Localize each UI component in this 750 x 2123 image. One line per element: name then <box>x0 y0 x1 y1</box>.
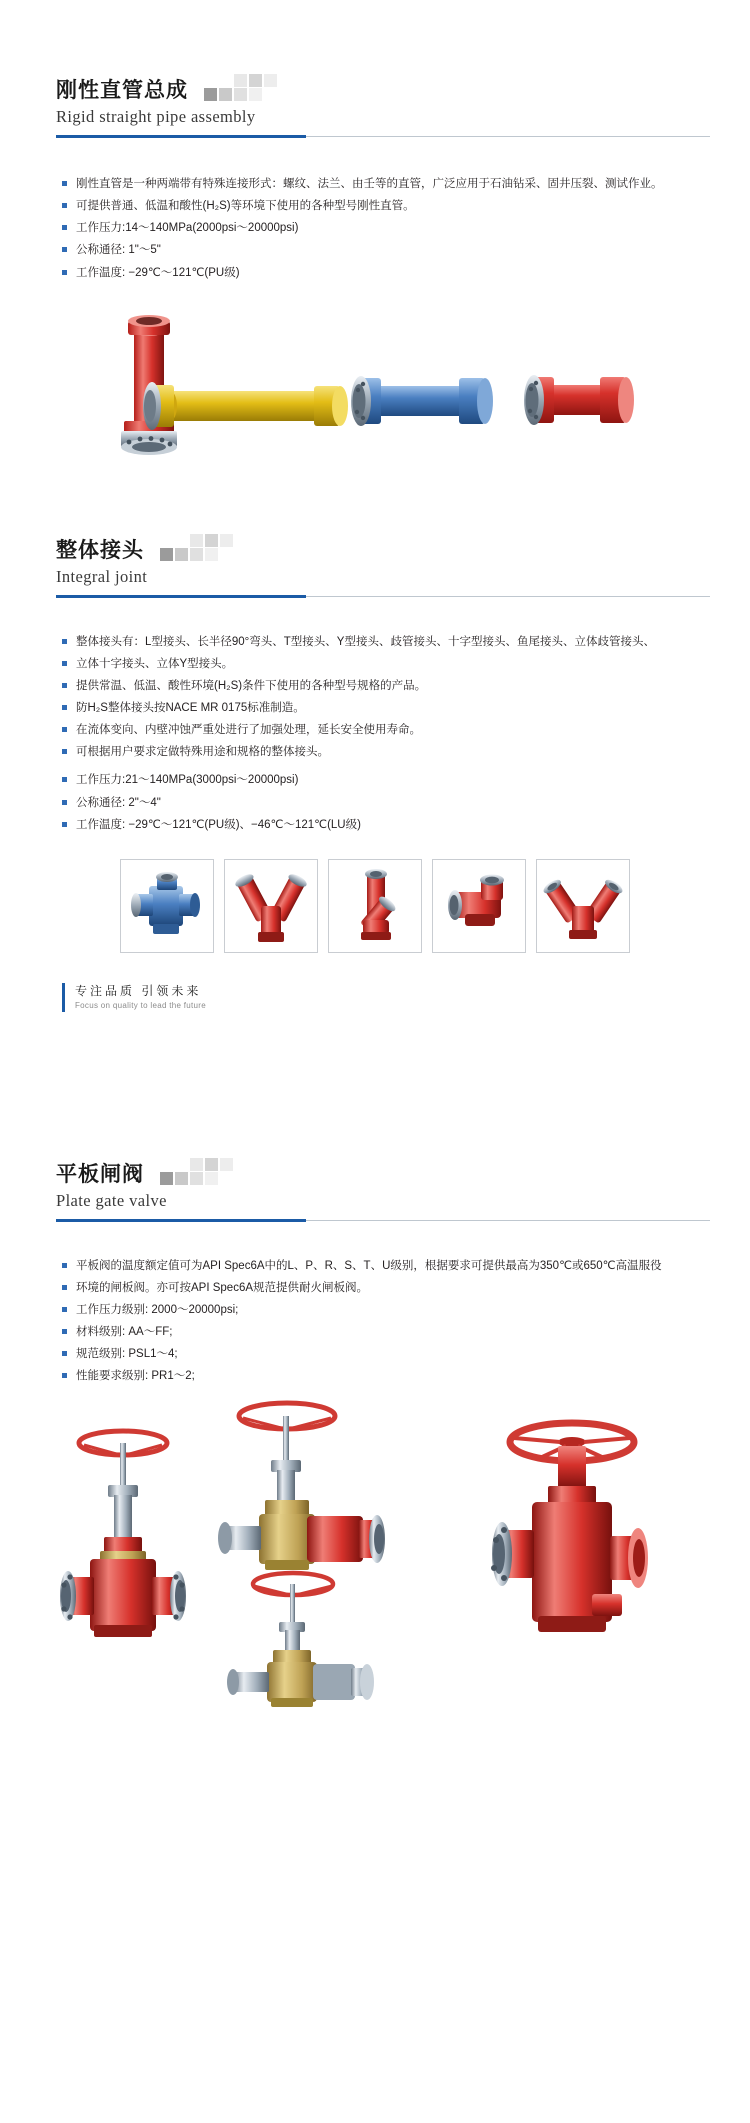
section-heading-rigid-pipe <box>0 78 750 138</box>
heading-rule <box>56 135 710 138</box>
bullet-list-integral-joint <box>0 632 750 835</box>
thumbnail-l-joint <box>432 859 526 953</box>
bullet-item: 工作压力:14～140MPa(2000psi～20000psi) <box>62 218 698 238</box>
bullet-item: 提供常温、低温、酸性环境(H₂S)条件下使用的各种型号规格的产品。 <box>62 676 698 696</box>
section-title-cn-rigid-pipe: 刚性直管总成 <box>56 79 188 103</box>
section-title-en-integral-joint: Integral joint <box>56 566 148 586</box>
heading-rule <box>56 595 710 598</box>
bullet-item: 整体接头有：L型接头、长半径90°弯头、T型接头、Y型接头、歧管接头、十字型接头、鱼尾接头、立体歧管接头、 <box>62 632 698 652</box>
bullet-item: 工作压力级别: 2000～20000psi; <box>62 1300 698 1320</box>
bullet-item: 规范级别: PSL1～4; <box>62 1344 698 1364</box>
bullet-item: 防H₂S整体接头按NACE MR 0175标准制造。 <box>62 698 698 718</box>
thumbnail-fishtail-joint <box>536 859 630 953</box>
decorative-squares <box>204 78 290 104</box>
thumbnail-y-joint <box>224 859 318 953</box>
bullet-item: 刚性直管是一种两端带有特殊连接形式：螺纹、法兰、由壬等的直管，广泛应用于石油钻采、固井压裂、测试作业。 <box>62 174 698 194</box>
thumbnail-cross-joint <box>120 859 214 953</box>
heading-rule <box>56 1219 710 1222</box>
bullet-item: 公称通径: 2"～4" <box>62 793 698 813</box>
bullet-item: 工作温度: −29℃～121℃(PU级)、−46℃～121℃(LU级) <box>62 815 698 835</box>
bullet-item: 可根据用户要求定做特殊用途和规格的整体接头。 <box>62 742 698 762</box>
bullet-continuation: 可提供普通、低温和酸性(H₂S)等环境下使用的各种型号刚性直管。 <box>62 196 698 216</box>
section-heading-plate-gate-valve <box>0 1162 750 1222</box>
section-title-en-plate-gate-valve: Plate gate valve <box>56 1190 167 1210</box>
bullet-item: 工作温度: −29℃～121℃(PU级) <box>62 263 698 283</box>
thumbnail-t-joint <box>328 859 422 953</box>
rigid-pipe-illustration <box>0 309 750 474</box>
section-heading-integral-joint <box>0 538 750 598</box>
bullet-item: 平板阀的温度额定值可为API Spec6A中的L、P、R、S、T、U级别，根据要求可提供最高为350℃或650℃高温服役 <box>62 1256 698 1276</box>
bullet-list-rigid-pipe <box>0 174 750 283</box>
integral-joint-thumbnails <box>0 859 750 953</box>
bullet-continuation: 立体十字接头、立体Y型接头。 <box>62 654 698 674</box>
bullet-list-plate-gate-valve <box>0 1256 750 1387</box>
section-title-cn-plate-gate-valve: 平板闸阀 <box>56 1163 144 1187</box>
bullet-item: 在流体变向、内壁冲蚀严重处进行了加强处理，延长安全使用寿命。 <box>62 720 698 740</box>
decorative-squares <box>160 1162 246 1188</box>
plate-gate-valve-illustration <box>0 1394 750 1724</box>
slogan-en: Focus on quality to lead the future <box>75 1000 207 1010</box>
decorative-squares <box>160 538 246 564</box>
bullet-item: 工作压力:21～140MPa(3000psi～20000psi) <box>62 770 698 790</box>
bullet-item: 性能要求级别: PR1～2; <box>62 1366 698 1386</box>
slogan-cn: 专注品质 引领未来 <box>75 983 202 998</box>
bullet-continuation: 环境的闸板阀。亦可按API Spec6A规范提供耐火闸板阀。 <box>62 1278 698 1298</box>
bullet-item: 材料级别: AA～FF; <box>62 1322 698 1342</box>
bullet-item: 公称通径: 1"～5" <box>62 240 698 260</box>
section-title-en-rigid-pipe: Rigid straight pipe assembly <box>56 107 256 126</box>
slogan-block <box>62 983 750 1012</box>
section-title-cn-integral-joint: 整体接头 <box>56 539 144 563</box>
